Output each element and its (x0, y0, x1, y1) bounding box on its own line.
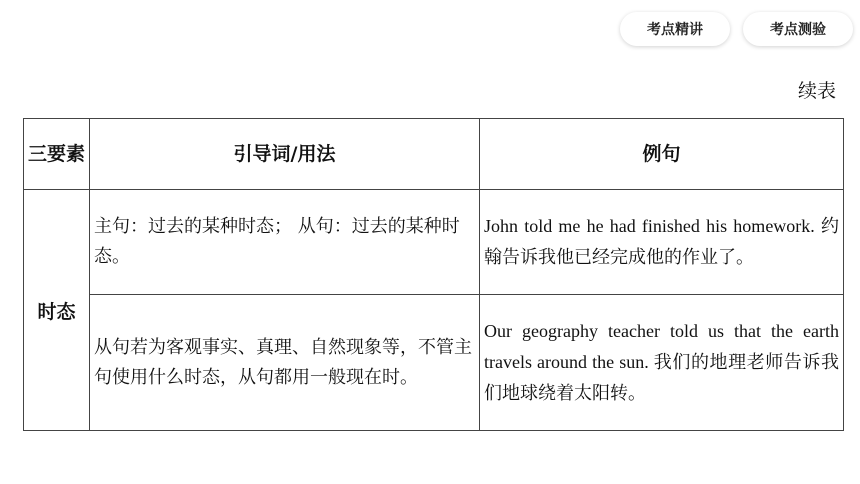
example-cell (480, 190, 844, 295)
table-row (24, 295, 844, 431)
table-header-row (24, 119, 844, 190)
usage-cell: 从句若为客观事实、真理、自然现象等，不管主句使用什么时态，从句都用一般现在时。 (90, 295, 480, 431)
header-example: 例句 (480, 119, 844, 190)
nav-button-key-points-quiz[interactable]: 考点测验 (743, 12, 853, 46)
example-cell (480, 295, 844, 431)
header-three-elements: 三要素 (24, 119, 90, 190)
example-english: John told me he had finished his homework. (484, 216, 815, 236)
table-row (24, 190, 844, 295)
example-chinese: 约翰告诉我他已经完成他的作业了。 (484, 216, 839, 268)
example-chinese: 我们的地理老师告诉我们地球绕着太阳转。 (484, 352, 840, 404)
continued-table-label: 续表 (797, 80, 836, 102)
row-header-tense: 时态 (24, 190, 90, 431)
header-usage: 引导词/用法 (90, 119, 480, 190)
nav-button-key-points-lecture[interactable]: 考点精讲 (620, 12, 730, 46)
example-english: Our geography teacher told us that the earth travels around the sun. (484, 321, 839, 372)
usage-cell: 主句：过去的某种时态； 从句：过去的某种时态。 (90, 190, 480, 295)
grammar-table (23, 118, 844, 431)
